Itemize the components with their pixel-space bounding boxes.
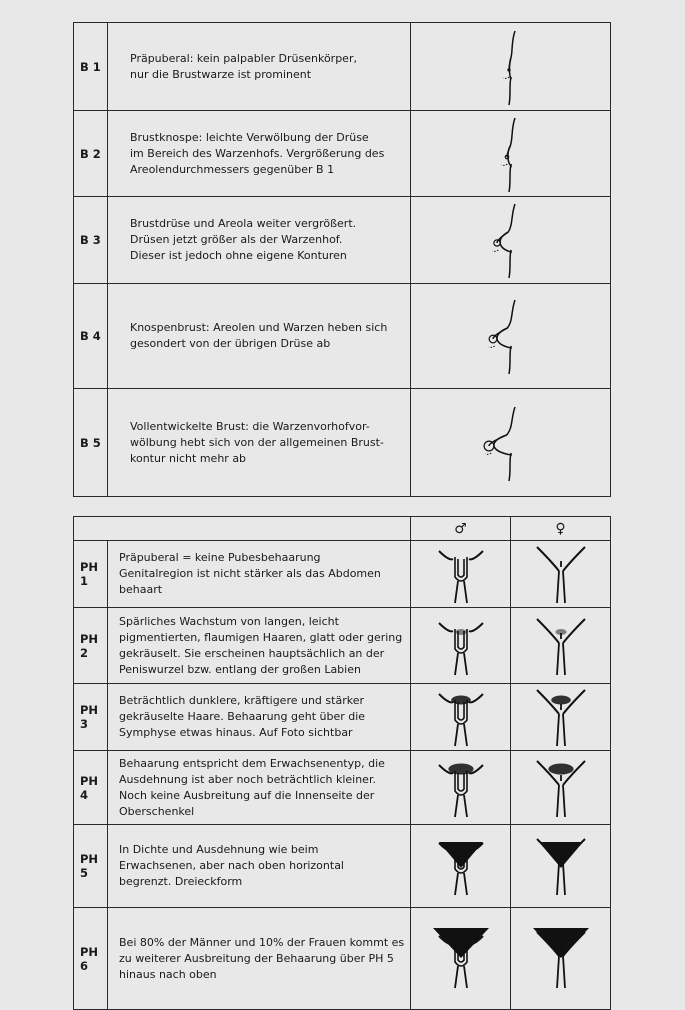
stage-row <box>74 684 611 751</box>
female-pubic-illustration <box>531 755 591 821</box>
breast-stage-illustration <box>481 403 541 483</box>
stage-label: B 5 <box>74 389 108 497</box>
description-line: Areolendurchmessers gegenüber B 1 <box>130 162 335 176</box>
stage-label: B 3 <box>74 197 108 284</box>
description-line: Noch keine Ausbreitung auf die Innenseite der <box>119 788 375 802</box>
breast-stage-illustration <box>481 296 541 376</box>
description-line: Symphyse etwas hinaus. Auf Foto sichtbar <box>119 726 353 739</box>
stage-description <box>108 197 411 284</box>
description-line: Drüsen jetzt größer als der Warzenhof. <box>130 233 343 246</box>
breast-stage-table <box>73 22 611 497</box>
illustration-cell <box>411 111 611 197</box>
description-line: Präpuberal: kein palpabler Drüsenkörper, <box>130 51 357 65</box>
female-illustration-cell <box>511 684 611 751</box>
description-line: Genitalregion ist nicht stärker als das Abdomen <box>119 567 381 580</box>
illustration-cell <box>411 284 611 389</box>
stage-row <box>74 825 611 908</box>
pubic-hair-stage-table <box>73 516 611 1010</box>
description-line: Behaarung entspricht dem Erwachsenentyp, die <box>119 756 385 770</box>
stage-description <box>108 541 411 608</box>
stage-description <box>108 111 411 197</box>
stage-row <box>74 608 611 684</box>
stage-description <box>108 608 411 684</box>
description-line: hinaus nach oben <box>119 967 217 981</box>
stage-row <box>74 751 611 825</box>
stage-label: PH 4 <box>74 751 108 825</box>
female-pubic-illustration <box>531 833 591 899</box>
description-line: begrenzt. Dreieckform <box>119 875 243 888</box>
stage-row <box>74 197 611 284</box>
description-line: nur die Brustwarze ist prominent <box>130 67 312 81</box>
stage-row <box>74 111 611 197</box>
description-line: Brustdrüse und Areola weiter vergrößert. <box>130 217 357 230</box>
description-line: In Dichte und Ausdehnung wie beim <box>119 843 319 856</box>
male-pubic-illustration <box>431 755 491 821</box>
stage-label: PH 5 <box>74 825 108 908</box>
stage-label: PH 3 <box>74 684 108 751</box>
female-symbol: ♀ <box>511 517 611 541</box>
male-pubic-illustration <box>431 613 491 679</box>
description-line: zu weiterer Ausbreitung der Behaarung über PH 5 <box>119 951 394 965</box>
description-line: Beträchtlich dunklere, kräftigere und stärker <box>119 694 364 707</box>
male-illustration-cell <box>411 825 511 908</box>
stage-label: B 2 <box>74 111 108 197</box>
description-line: pigmentierten, flaumigen Haaren, glatt oder gering <box>119 630 403 644</box>
description-line: Dieser ist jedoch ohne eigene Konturen <box>130 249 347 262</box>
stage-description <box>108 389 411 497</box>
female-pubic-illustration <box>531 684 591 750</box>
description-line: Brustknospe: leichte Verwölbung der Drüse <box>130 130 369 144</box>
description-line: behaart <box>119 583 163 596</box>
stage-description <box>108 751 411 825</box>
stage-row <box>74 908 611 1010</box>
illustration-cell <box>411 389 611 497</box>
male-illustration-cell <box>411 684 511 751</box>
breast-stage-illustration <box>481 200 541 280</box>
stage-description <box>108 23 411 111</box>
description-line: Präpuberal = keine Pubesbehaarung <box>119 551 321 564</box>
stage-label: PH 1 <box>74 541 108 608</box>
female-illustration-cell <box>511 751 611 825</box>
male-illustration-cell <box>411 908 511 1010</box>
stage-label: B 4 <box>74 284 108 389</box>
stage-label: PH 6 <box>74 908 108 1010</box>
description-line: im Bereich des Warzenhofs. Vergrößerung des <box>130 146 385 160</box>
description-line: wölbung hebt sich von der allgemeinen Brust- <box>130 435 384 449</box>
stage-row <box>74 23 611 111</box>
male-illustration-cell <box>411 751 511 825</box>
stage-row <box>74 389 611 497</box>
description-line: gekräuselt. Sie erscheinen hauptsächlich an der <box>119 646 385 660</box>
stage-label: PH 2 <box>74 608 108 684</box>
description-line: Vollentwickelte Brust: die Warzenvorhofvor- <box>130 419 370 433</box>
male-pubic-illustration <box>431 833 491 899</box>
female-illustration-cell <box>511 825 611 908</box>
female-illustration-cell <box>511 908 611 1010</box>
description-line: Knospenbrust: Areolen und Warzen heben sich <box>130 321 388 334</box>
description-line: Ausdehnung ist aber noch beträchtlich kleiner. <box>119 772 376 786</box>
header-blank <box>74 517 411 541</box>
description-line: Bei 80% der Männer und 10% der Frauen kommt es <box>119 935 405 949</box>
male-pubic-illustration <box>431 541 491 607</box>
male-pubic-illustration <box>431 684 491 750</box>
description-line: Erwachsenen, aber nach oben horizontal <box>119 859 344 872</box>
female-illustration-cell <box>511 541 611 608</box>
header-row <box>74 517 611 541</box>
illustration-cell <box>411 197 611 284</box>
stage-row <box>74 284 611 389</box>
illustration-cell <box>411 23 611 111</box>
stage-label: B 1 <box>74 23 108 111</box>
stage-description <box>108 284 411 389</box>
breast-stage-illustration <box>481 27 541 107</box>
description-line: gekräuselte Haare. Behaarung geht über die <box>119 710 366 723</box>
male-illustration-cell <box>411 608 511 684</box>
female-pubic-illustration <box>531 613 591 679</box>
description-line: Oberschenkel <box>119 804 195 818</box>
female-illustration-cell <box>511 608 611 684</box>
female-pubic-illustration <box>531 541 591 607</box>
description-line: Spärliches Wachstum von langen, leicht <box>119 614 339 628</box>
stage-description <box>108 825 411 908</box>
breast-stage-illustration <box>481 114 541 194</box>
description-line: kontur nicht mehr ab <box>130 451 247 465</box>
stage-description <box>108 684 411 751</box>
stage-row <box>74 541 611 608</box>
description-line: Peniswurzel bzw. entlang der großen Labien <box>119 662 361 676</box>
description-line: gesondert von der übrigen Drüse ab <box>130 337 331 350</box>
male-illustration-cell <box>411 541 511 608</box>
stage-description <box>108 908 411 1010</box>
male-pubic-illustration <box>431 926 491 992</box>
female-pubic-illustration <box>531 926 591 992</box>
male-symbol: ♂ <box>411 517 511 541</box>
